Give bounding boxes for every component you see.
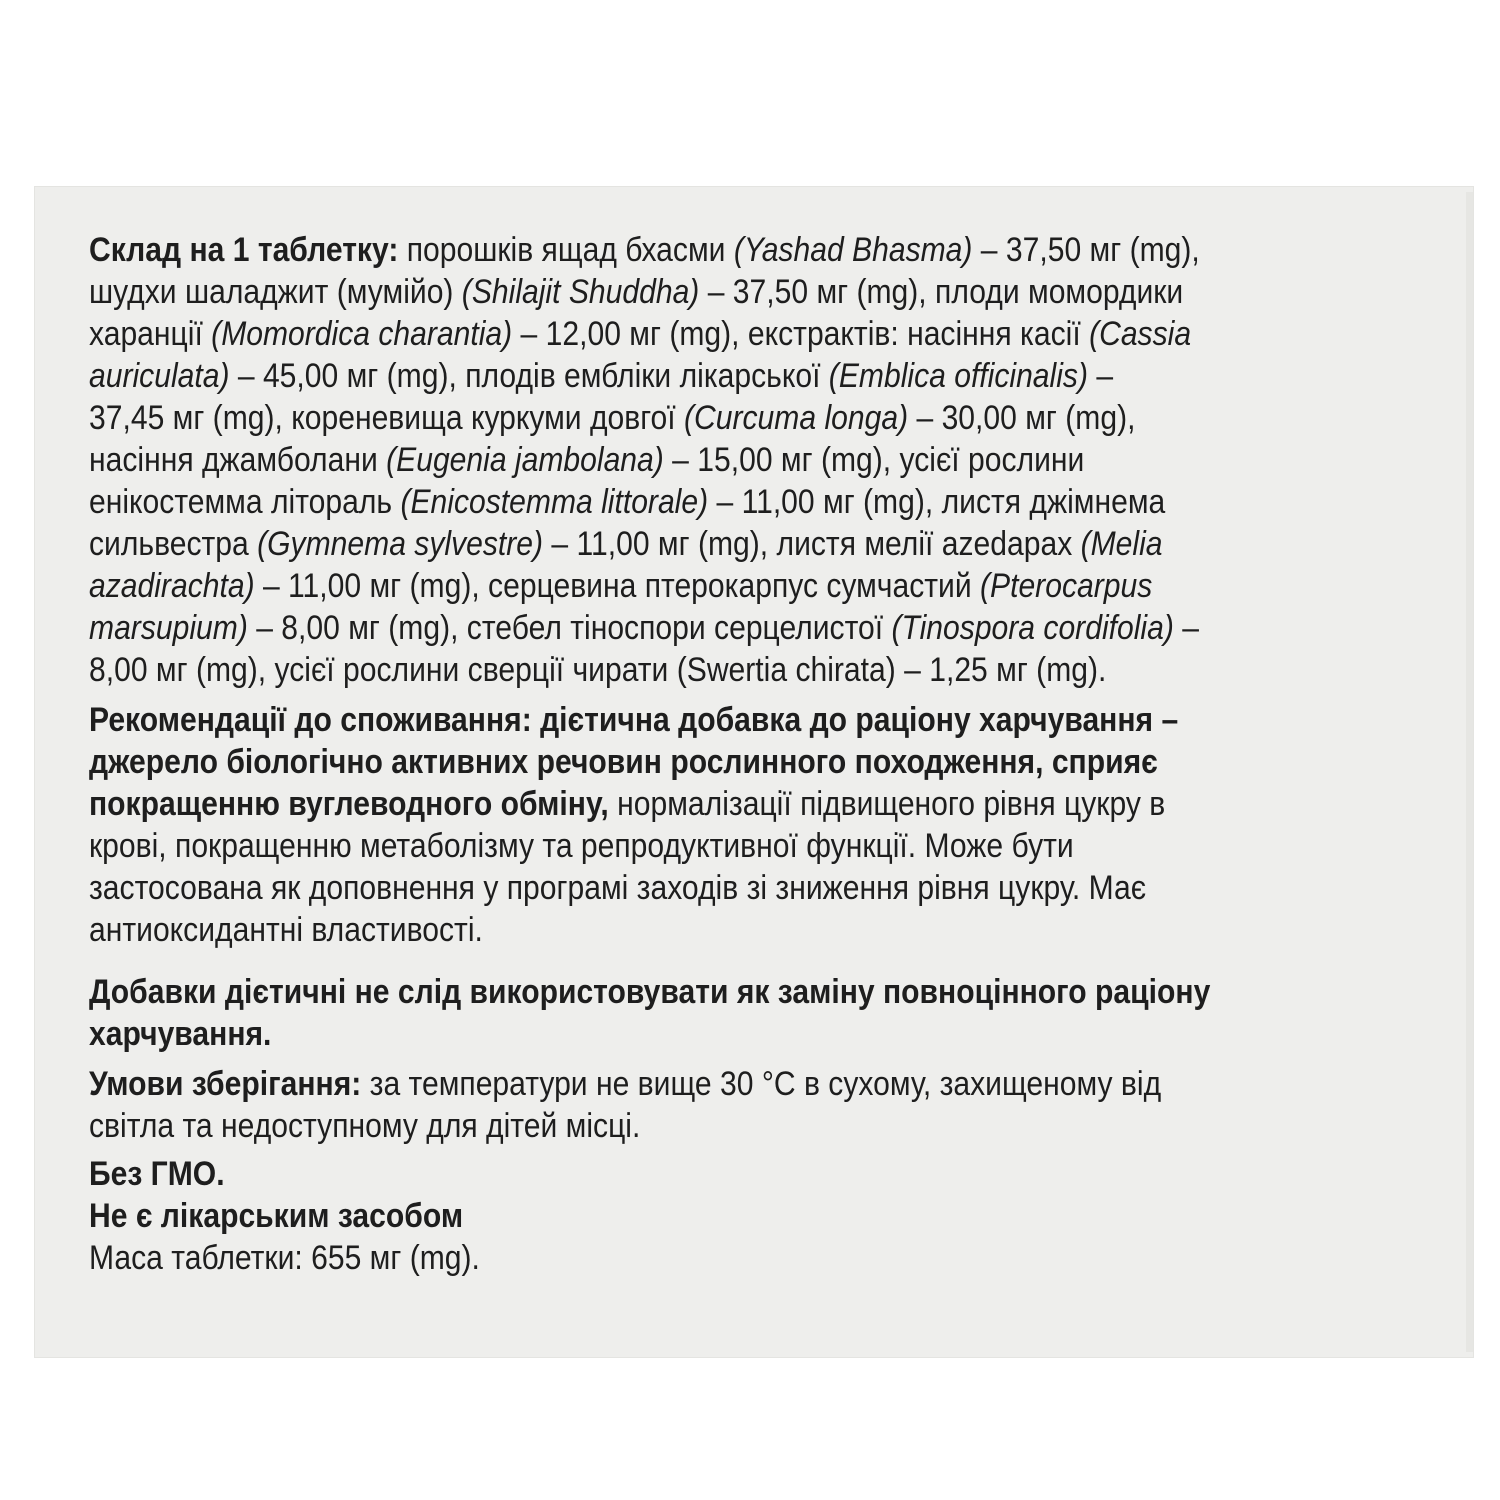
text-segment: – 11,00 мг (mg), листя мелії аzedарах xyxy=(543,525,1081,563)
latin-name: (Eugenia jambolana) xyxy=(386,441,664,479)
composition-section xyxy=(89,229,1257,691)
latin-name: (Pterocarpus xyxy=(980,567,1153,605)
latin-name: (Curcuma longa) xyxy=(684,399,909,437)
text-segment: крові, покращенню метаболізму та репродуктивної функції. Може бути xyxy=(89,827,1074,865)
text-line xyxy=(89,523,1257,565)
text-segment: – 11,00 мг (mg), листя джімнема xyxy=(708,483,1166,521)
latin-name: (Melia xyxy=(1080,525,1163,563)
text-line xyxy=(89,607,1257,649)
text-segment: шудхи шаладжит (мумійо) xyxy=(89,273,462,311)
text-line xyxy=(89,825,1257,867)
latin-name: azadirachta) xyxy=(89,567,255,605)
text-line xyxy=(89,699,1257,741)
latin-name: (Emblica officinalis) xyxy=(828,357,1088,395)
text-line xyxy=(89,649,1257,691)
text-segment: сильвестра xyxy=(89,525,258,563)
text-segment: – 15,00 мг (mg), усієї рослини xyxy=(663,441,1085,479)
text-segment: антиоксидантні властивості. xyxy=(89,911,483,949)
latin-name: (Cassia xyxy=(1089,315,1192,353)
latin-name: marsupium) xyxy=(89,609,248,647)
text-segment: – xyxy=(1173,609,1199,647)
text-segment: – 45,00 мг (mg), плодів емблiки лікарської xyxy=(229,357,829,395)
text-segment: – xyxy=(1087,357,1114,395)
text-line xyxy=(89,313,1257,355)
text-segment: – 8,00 мг (mg), стебел тіноспори серцелистої xyxy=(247,609,892,647)
text-line xyxy=(89,481,1257,523)
text-segment: енікостемма літораль xyxy=(89,483,401,521)
latin-name: (Tinospora cordifolia) xyxy=(891,609,1174,647)
text-line xyxy=(89,271,1257,313)
warning-line: харчування. xyxy=(89,1015,272,1053)
latin-name: (Momordica charantia) xyxy=(211,315,513,353)
latin-name: auriculata) xyxy=(89,357,230,395)
text-segment: світла та недоступному для дітей місці. xyxy=(89,1107,641,1145)
text-line xyxy=(89,397,1257,439)
text-segment: 8,00 мг (mg), усієї рослини сверції чирати (Swertia chirata) – 1,25 мг (mg). xyxy=(89,651,1107,689)
text-segment: 37,45 мг (mg), кореневища куркуми довгої xyxy=(89,399,685,437)
text-line xyxy=(89,565,1257,607)
latin-name: (Yashad Bhasma) xyxy=(733,231,973,269)
label-text xyxy=(89,229,1257,1279)
text-segment: харанції xyxy=(89,315,212,353)
no-gmo-note: Без ГМО. xyxy=(89,1155,225,1193)
text-line xyxy=(89,355,1257,397)
tablet-mass: Маса таблетки: 655 мг (mg). xyxy=(89,1239,480,1277)
bold-text: Рекомендації до споживання: дієтична добавка до раціону харчування – xyxy=(89,701,1179,739)
text-line xyxy=(89,867,1257,909)
text-segment: за температури не вище 30 °С в сухому, захищеному від xyxy=(361,1065,1162,1103)
text-segment: – 37,50 мг (mg), плоди момордики xyxy=(699,273,1184,311)
latin-name: (Shilajit Shuddha) xyxy=(461,273,700,311)
recommendations-section xyxy=(89,699,1257,951)
latin-name: (Gymnema sylvestre) xyxy=(257,525,544,563)
text-segment: – 30,00 мг (mg), xyxy=(908,399,1136,437)
storage-section xyxy=(89,1063,1257,1147)
text-line xyxy=(89,1063,1257,1105)
text-line xyxy=(89,783,1257,825)
text-segment: насіння джамболани xyxy=(89,441,387,479)
text-line xyxy=(89,229,1257,271)
text-line xyxy=(89,439,1257,481)
warning-section xyxy=(89,971,1257,1055)
text-segment: порошків ящад бхасми xyxy=(398,231,734,269)
bold-text: покращенню вуглеводного обміну, xyxy=(89,785,609,823)
latin-name: (Enicostemma littorale) xyxy=(400,483,709,521)
bold-text: джерело біологічно активних речовин рослинного походження, сприяє xyxy=(89,743,1158,781)
text-segment: – 37,50 мг (mg), xyxy=(972,231,1200,269)
text-segment: нормалізації підвищеного рівня цукру в xyxy=(608,785,1166,823)
bold-text: Умови зберігання: xyxy=(89,1065,362,1103)
text-segment: – 12,00 мг (mg), екстрактів: насіння касії xyxy=(512,315,1090,353)
bold-text: Склад на 1 таблетку: xyxy=(89,231,399,269)
text-segment: застосована як доповнення у програмі заходів зі зниження рівня цукру. Має xyxy=(89,869,1147,907)
text-line xyxy=(89,909,1257,951)
warning-line: Добавки дієтичні не слід використовувати як заміну повноцінного раціону xyxy=(89,973,1211,1011)
text-line xyxy=(89,741,1257,783)
package-edge xyxy=(1466,192,1473,1352)
text-line xyxy=(89,1105,1257,1147)
text-segment: – 11,00 мг (mg), серцевина птерокарпус сумчастий xyxy=(254,567,981,605)
not-medicine-note: Не є лікарським засобом xyxy=(89,1197,464,1235)
